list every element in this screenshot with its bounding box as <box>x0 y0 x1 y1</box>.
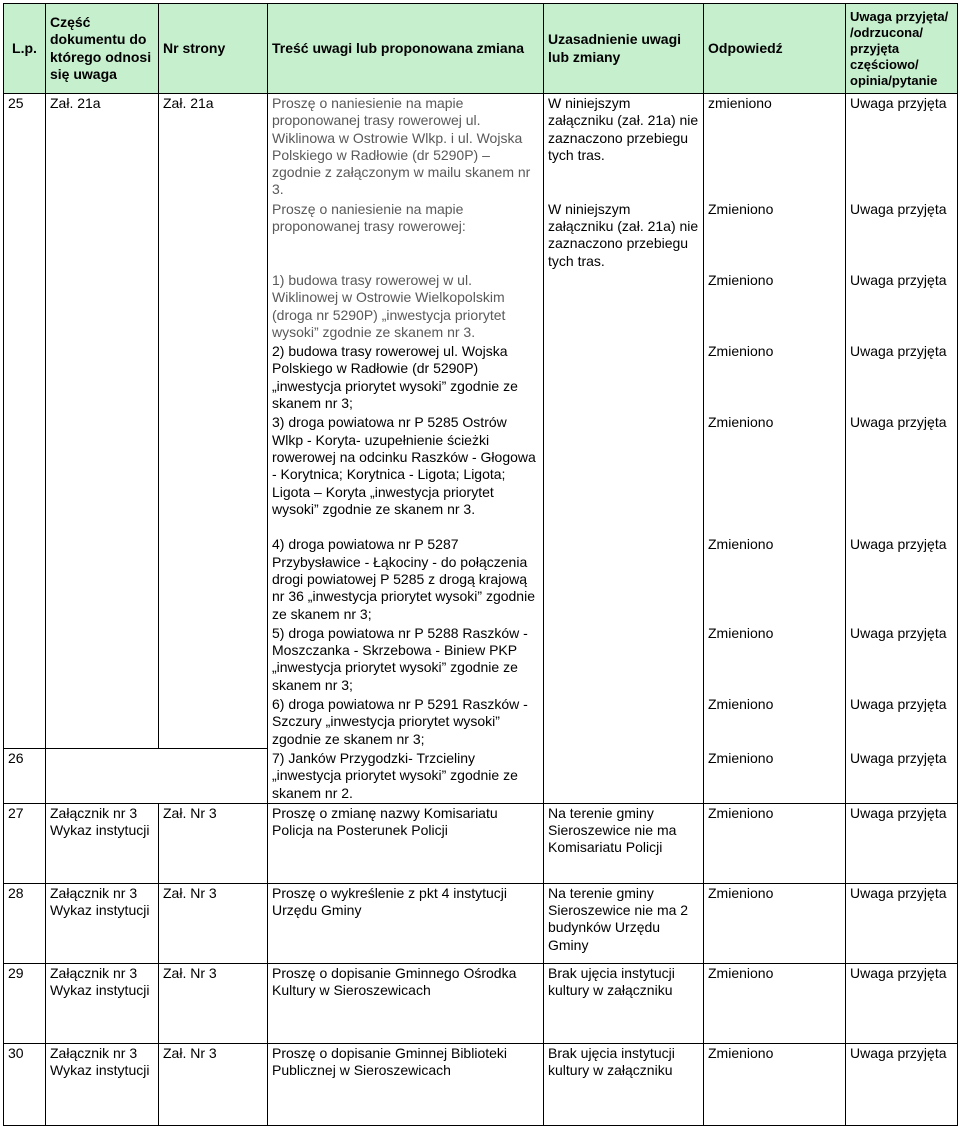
header-answer: Odpowiedź <box>704 4 846 94</box>
table-row <box>4 883 958 963</box>
cell-part: Zał. 21a <box>46 94 159 749</box>
cell-answer: Zmieniono <box>704 342 846 413</box>
header-lp: L.p. <box>4 4 46 94</box>
table-row <box>4 803 958 883</box>
cell-answer: Zmieniono <box>704 200 846 271</box>
cell-content: Proszę o dopisanie Gminnej Biblioteki Publicznej w Sieroszewicach <box>268 1043 544 1125</box>
cell-answer: Zmieniono <box>704 624 846 695</box>
header-part: Część dokumentu do którego odnosi się uwaga <box>46 4 159 94</box>
cell-page: Zał. Nr 3 <box>159 1043 268 1125</box>
cell-page <box>159 749 268 803</box>
cell-justification: Brak ujęcia instytucji kultury w załączniku <box>544 1043 704 1125</box>
cell-status: Uwaga przyjęta <box>846 1043 958 1125</box>
cell-content: Proszę o dopisanie Gminnego Ośrodka Kultury w Sieroszewicach <box>268 963 544 1043</box>
cell-page: Zał. 21a <box>159 94 268 749</box>
cell-lp: 28 <box>4 883 46 963</box>
cell-status: Uwaga przyjęta <box>846 200 958 271</box>
table-row <box>4 749 958 803</box>
cell-justification: W niniejszym załączniku (zał. 21a) nie zaznaczono przebiegu tych tras. <box>544 94 704 200</box>
cell-justification-empty <box>544 271 704 803</box>
cell-page: Zał. Nr 3 <box>159 883 268 963</box>
cell-lp: 26 <box>4 749 46 803</box>
cell-content: 3) droga powiatowa nr P 5285 Ostrów Wlkp - Koryta- uzupełnienie ścieżki rowerowej na odcinku Raszków - Głogowa - Korytnica; Korytnica - Ligota; Ligota; Ligota – Koryta „inwestycja priorytet wysoki” zgodnie ze skanem nr 3. <box>268 413 544 535</box>
cell-status: Uwaga przyjęta <box>846 695 958 749</box>
cell-status: Uwaga przyjęta <box>846 342 958 413</box>
header-content: Treść uwagi lub proponowana zmiana <box>268 4 544 94</box>
cell-lp: 30 <box>4 1043 46 1125</box>
cell-part: Załącznik nr 3 Wykaz instytucji <box>46 1043 159 1125</box>
cell-lp: 25 <box>4 94 46 749</box>
cell-answer: Zmieniono <box>704 883 846 963</box>
cell-status: Uwaga przyjęta <box>846 94 958 200</box>
cell-status: Uwaga przyjęta <box>846 963 958 1043</box>
cell-content: Proszę o zmianę nazwy Komisariatu Policja na Posterunek Policji <box>268 803 544 883</box>
table-row <box>4 94 958 200</box>
cell-content: 2) budowa trasy rowerowej ul. Wojska Polskiego w Radłowie (dr 5290P) „inwestycja priorytet wysoki” zgodnie ze skanem nr 3; <box>268 342 544 413</box>
cell-part: Załącznik nr 3 Wykaz instytucji <box>46 883 159 963</box>
header-status: Uwaga przyjęta/ /odrzucona/ przyjęta częściowo/ opinia/pytanie <box>846 4 958 94</box>
header-page: Nr strony <box>159 4 268 94</box>
cell-content: 4) droga powiatowa nr P 5287 Przybysławice - Łąkociny - do połączenia drogi powiatowej P 5285 z drogą krajową nr 36 „inwestycja priorytet wysoki” zgodnie ze skanem nr 3; <box>268 535 544 623</box>
cell-part: Załącznik nr 3 Wykaz instytucji <box>46 963 159 1043</box>
cell-status: Uwaga przyjęta <box>846 749 958 803</box>
cell-answer: Zmieniono <box>704 803 846 883</box>
cell-status: Uwaga przyjęta <box>846 624 958 695</box>
cell-content: Proszę o naniesienie na mapie proponowanej trasy rowerowej ul. Wiklinowa w Ostrowie Wlkp. i ul. Wojska Polskiego w Radłowie (dr 5290P) – zgodnie z załączonym w mailu skanem nr 3. <box>268 94 544 200</box>
table-row <box>4 963 958 1043</box>
cell-answer: Zmieniono <box>704 535 846 623</box>
cell-justification: Na terenie gminy Sieroszewice nie ma Komisariatu Policji <box>544 803 704 883</box>
cell-status: Uwaga przyjęta <box>846 883 958 963</box>
cell-justification: W niniejszym załączniku (zał. 21a) nie zaznaczono przebiegu tych tras. <box>544 200 704 271</box>
cell-status: Uwaga przyjęta <box>846 413 958 535</box>
cell-lp: 27 <box>4 803 46 883</box>
cell-status: Uwaga przyjęta <box>846 535 958 623</box>
cell-part <box>46 749 159 803</box>
cell-answer: Zmieniono <box>704 271 846 342</box>
cell-content: Proszę o wykreślenie z pkt 4 instytucji Urzędu Gminy <box>268 883 544 963</box>
header-justification: Uzasadnienie uwagi lub zmiany <box>544 4 704 94</box>
remarks-table <box>3 3 958 1126</box>
cell-content: Proszę o naniesienie na mapie proponowanej trasy rowerowej: <box>268 200 544 271</box>
header-row <box>4 4 958 94</box>
cell-answer: zmieniono <box>704 94 846 200</box>
cell-content: 6) droga powiatowa nr P 5291 Raszków - Szczury „inwestycja priorytet wysoki” zgodnie ze skanem nr 3; <box>268 695 544 749</box>
cell-status: Uwaga przyjęta <box>846 271 958 342</box>
cell-page: Zał. Nr 3 <box>159 963 268 1043</box>
cell-page: Zał. Nr 3 <box>159 803 268 883</box>
cell-content: 5) droga powiatowa nr P 5288 Raszków - Moszczanka - Skrzebowa - Biniew PKP „inwestycja priorytet wysoki” zgodnie ze skanem nr 3; <box>268 624 544 695</box>
cell-lp: 29 <box>4 963 46 1043</box>
cell-answer: Zmieniono <box>704 749 846 803</box>
cell-answer: Zmieniono <box>704 963 846 1043</box>
cell-status: Uwaga przyjęta <box>846 803 958 883</box>
cell-content: 7) Janków Przygodzki- Trzcieliny „inwestycja priorytet wysoki” zgodnie ze skanem nr 2. <box>268 749 544 803</box>
cell-content: 1) budowa trasy rowerowej w ul. Wiklinowej w Ostrowie Wielkopolskim (droga nr 5290P) „inwestycja priorytet wysoki” zgodnie ze skanem nr 3. <box>268 271 544 342</box>
cell-answer: Zmieniono <box>704 1043 846 1125</box>
table-row <box>4 1043 958 1125</box>
cell-justification: Na terenie gminy Sieroszewice nie ma 2 budynków Urzędu Gminy <box>544 883 704 963</box>
cell-answer: Zmieniono <box>704 413 846 535</box>
cell-part: Załącznik nr 3 Wykaz instytucji <box>46 803 159 883</box>
cell-justification: Brak ujęcia instytucji kultury w załączniku <box>544 963 704 1043</box>
cell-answer: Zmieniono <box>704 695 846 749</box>
